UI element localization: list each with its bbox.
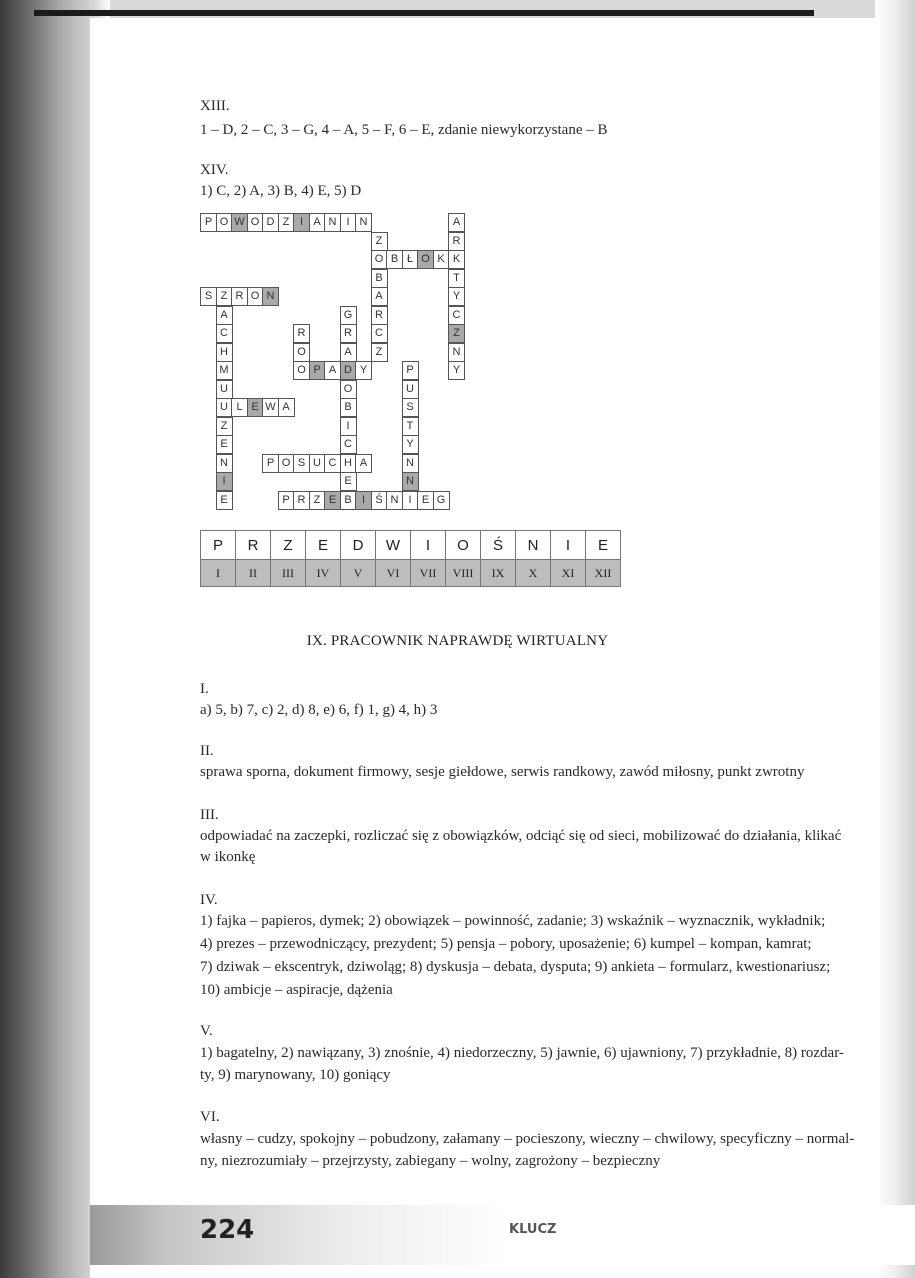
crossword-cell: Ł (402, 250, 419, 269)
crossword-cell: L (231, 398, 248, 417)
crossword-cell: N (355, 213, 372, 232)
crossword-cell: Ś (371, 491, 388, 510)
crossword-cell: R (448, 232, 465, 251)
solution-number-cell: IV (306, 560, 341, 587)
crossword-cell: O (417, 250, 434, 269)
crossword-cell: P (309, 361, 326, 380)
solution-number-cell: I (201, 560, 236, 587)
crossword-cell: Y (402, 435, 419, 454)
crossword-cell: E (247, 398, 264, 417)
page-number: 224 (200, 1215, 255, 1245)
crossword-cell: N (262, 287, 279, 306)
exercise-ii-heading: II. (200, 743, 214, 759)
crossword-cell: O (247, 287, 264, 306)
section-xiv-heading: XIV. (200, 162, 229, 178)
crossword-cell: A (448, 213, 465, 232)
solution-letter-cell: N (516, 531, 551, 560)
exercise-iv-line: 10) ambicje – aspiracje, dążenia (200, 982, 393, 998)
crossword-cell: H (216, 343, 233, 362)
crossword-cell: N (402, 472, 419, 491)
crossword-cell: S (200, 287, 217, 306)
solution-letter-cell: D (341, 531, 376, 560)
section-xiv-answer: 1) C, 2) A, 3) B, 4) E, 5) D (200, 183, 362, 199)
crossword-cell: E (324, 491, 341, 510)
exercise-iv-line: 1) fajka – papieros, dymek; 2) obowiązek – powinność, zadanie; 3) wskaźnik – wyznacznik, wykładnik; (200, 913, 826, 929)
exercise-vi-line: własny – cudzy, spokojny – pobudzony, załamany – pocieszony, wieczny – chwilowy, specyficzny – normal- (200, 1131, 855, 1147)
crossword-cell: Y (448, 361, 465, 380)
exercise-v-heading: V. (200, 1023, 213, 1039)
crossword-cell: P (200, 213, 217, 232)
crossword-cell: P (402, 361, 419, 380)
exercise-v-line: ty, 9) marynowany, 10) goniący (200, 1067, 391, 1083)
crossword-cell: D (340, 361, 357, 380)
crossword-cell: O (371, 250, 388, 269)
crossword-cell: A (216, 306, 233, 325)
crossword-cell: Z (448, 324, 465, 343)
crossword-cell: U (402, 380, 419, 399)
crossword-cell: Z (216, 417, 233, 436)
crossword-cell: C (340, 435, 357, 454)
crossword-cell: T (448, 269, 465, 288)
crossword-cell: S (402, 398, 419, 417)
solution-number-cell: VI (376, 560, 411, 587)
crossword-cell: Y (355, 361, 372, 380)
solution-letter-cell: Z (271, 531, 306, 560)
solution-number-cell: VII (411, 560, 446, 587)
solution-letter-cell: E (586, 531, 621, 560)
exercise-iv-line: 4) prezes – przewodniczący, prezydent; 5) pensja – pobory, uposażenie; 6) kumpel – kompan, kamrat; (200, 936, 812, 952)
crossword-cell: N (402, 454, 419, 473)
crossword-cell: I (355, 491, 372, 510)
crossword-cell: K (448, 250, 465, 269)
crossword-cell: U (216, 398, 233, 417)
crossword-cell: B (371, 269, 388, 288)
crossword-cell: G (340, 306, 357, 325)
section-xiii-heading: XIII. (200, 98, 230, 114)
exercise-iii-line: w ikonkę (200, 849, 256, 865)
crossword-cell: O (216, 213, 233, 232)
exercise-iii-line: odpowiadać na zaczepki, rozliczać się z obowiązków, odciąć się od sieci, mobilizować do działania, klikać (200, 828, 842, 844)
crossword-cell: Z (371, 343, 388, 362)
crossword-cell: O (247, 213, 264, 232)
solution-number-cell: III (271, 560, 306, 587)
crossword-cell: P (262, 454, 279, 473)
crossword-cell: T (402, 417, 419, 436)
crossword-cell: E (340, 472, 357, 491)
crossword-cell: E (216, 435, 233, 454)
crossword-cell: I (216, 472, 233, 491)
exercise-iv-line: 7) dziwak – ekscentryk, dziwoląg; 8) dyskusja – debata, dysputa; 9) ankieta – formularz, kwestionariusz; (200, 959, 831, 975)
solution-number-cell: II (236, 560, 271, 587)
solution-number-cell: XII (586, 560, 621, 587)
exercise-ii-answer: sprawa sporna, dokument firmowy, sesje giełdowe, serwis randkowy, zawód miłosny, punkt zwrotny (200, 764, 805, 780)
exercise-vi-heading: VI. (200, 1109, 220, 1125)
crossword-cell: Z (216, 287, 233, 306)
crossword-cell: O (278, 454, 295, 473)
crossword-cell: B (386, 250, 403, 269)
crossword-cell: W (231, 213, 248, 232)
crossword-cell: Z (309, 491, 326, 510)
crossword-cell: E (216, 491, 233, 510)
chapter-title: IX. PRACOWNIK NAPRAWDĘ WIRTUALNY (306, 633, 609, 649)
crossword-cell: G (433, 491, 450, 510)
crossword-cell: B (340, 491, 357, 510)
crossword-cell: U (216, 380, 233, 399)
solution-numbers-row (201, 560, 621, 587)
exercise-iv-heading: IV. (200, 892, 218, 908)
crossword-cell: S (293, 454, 310, 473)
crossword-cell: N (216, 454, 233, 473)
solution-number-cell: VIII (446, 560, 481, 587)
crossword-cell: Z (278, 213, 295, 232)
solution-letter-cell: W (376, 531, 411, 560)
crossword-cell: O (340, 380, 357, 399)
exercise-i-heading: I. (200, 681, 209, 697)
crossword-cell: A (324, 361, 341, 380)
crossword-cell: H (340, 454, 357, 473)
crossword-cell: B (340, 398, 357, 417)
solution-letter-cell: I (411, 531, 446, 560)
crossword-cell: A (309, 213, 326, 232)
section-xiii-answer: 1 – D, 2 – C, 3 – G, 4 – A, 5 – F, 6 – E, zdanie niewykorzystane – B (200, 122, 608, 138)
exercise-vi-line: ny, niezrozumiały – przejrzysty, zabiegany – wolny, zagrożony – bezpieczny (200, 1153, 661, 1169)
crossword-cell: O (293, 343, 310, 362)
crossword-cell: A (278, 398, 295, 417)
crossword-cell: C (324, 454, 341, 473)
exercise-iii-heading: III. (200, 807, 219, 823)
exercise-i-answer: a) 5, b) 7, c) 2, d) 8, e) 6, f) 1, g) 4, h) 3 (200, 702, 438, 718)
solution-letter-cell: I (551, 531, 586, 560)
crossword-cell: K (433, 250, 450, 269)
crossword-cell: C (216, 324, 233, 343)
crossword-cell: R (371, 306, 388, 325)
crossword-cell: I (340, 213, 357, 232)
solution-table (200, 530, 621, 587)
crossword-cell: N (386, 491, 403, 510)
solution-letter-cell: E (306, 531, 341, 560)
crossword-cell: I (340, 417, 357, 436)
crossword-cell: I (402, 491, 419, 510)
crossword-cell: R (340, 324, 357, 343)
solution-number-cell: IX (481, 560, 516, 587)
solution-number-cell: XI (551, 560, 586, 587)
crossword-cell: R (293, 324, 310, 343)
crossword-cell: Y (448, 287, 465, 306)
crossword-cell: A (340, 343, 357, 362)
crossword-cell: N (324, 213, 341, 232)
crossword-cell: O (293, 361, 310, 380)
solution-number-cell: V (341, 560, 376, 587)
crossword-cell: M (216, 361, 233, 380)
top-rule (34, 10, 814, 16)
crossword-cell: W (262, 398, 279, 417)
crossword-cell: E (417, 491, 434, 510)
solution-number-cell: X (516, 560, 551, 587)
solution-letter-cell: R (236, 531, 271, 560)
crossword-cell: C (371, 324, 388, 343)
footer-label: KLUCZ (509, 1222, 557, 1237)
solution-letter-cell: P (201, 531, 236, 560)
crossword-cell: U (309, 454, 326, 473)
crossword-cell: I (293, 213, 310, 232)
solution-letters-row (201, 531, 621, 560)
crossword-cell: R (293, 491, 310, 510)
crossword-cell: A (355, 454, 372, 473)
crossword-cell: C (448, 306, 465, 325)
crossword-cell: R (231, 287, 248, 306)
crossword-cell: A (371, 287, 388, 306)
crossword-cell: Z (371, 232, 388, 251)
crossword-cell: N (448, 343, 465, 362)
crossword-cell: D (262, 213, 279, 232)
exercise-v-line: 1) bagatelny, 2) nawiązany, 3) znośnie, 4) niedorzeczny, 5) jawnie, 6) ujawniony, 7) przykładnie, 8) rozdar- (200, 1045, 844, 1061)
crossword-cell: P (278, 491, 295, 510)
solution-letter-cell: Ś (481, 531, 516, 560)
solution-letter-cell: O (446, 531, 481, 560)
